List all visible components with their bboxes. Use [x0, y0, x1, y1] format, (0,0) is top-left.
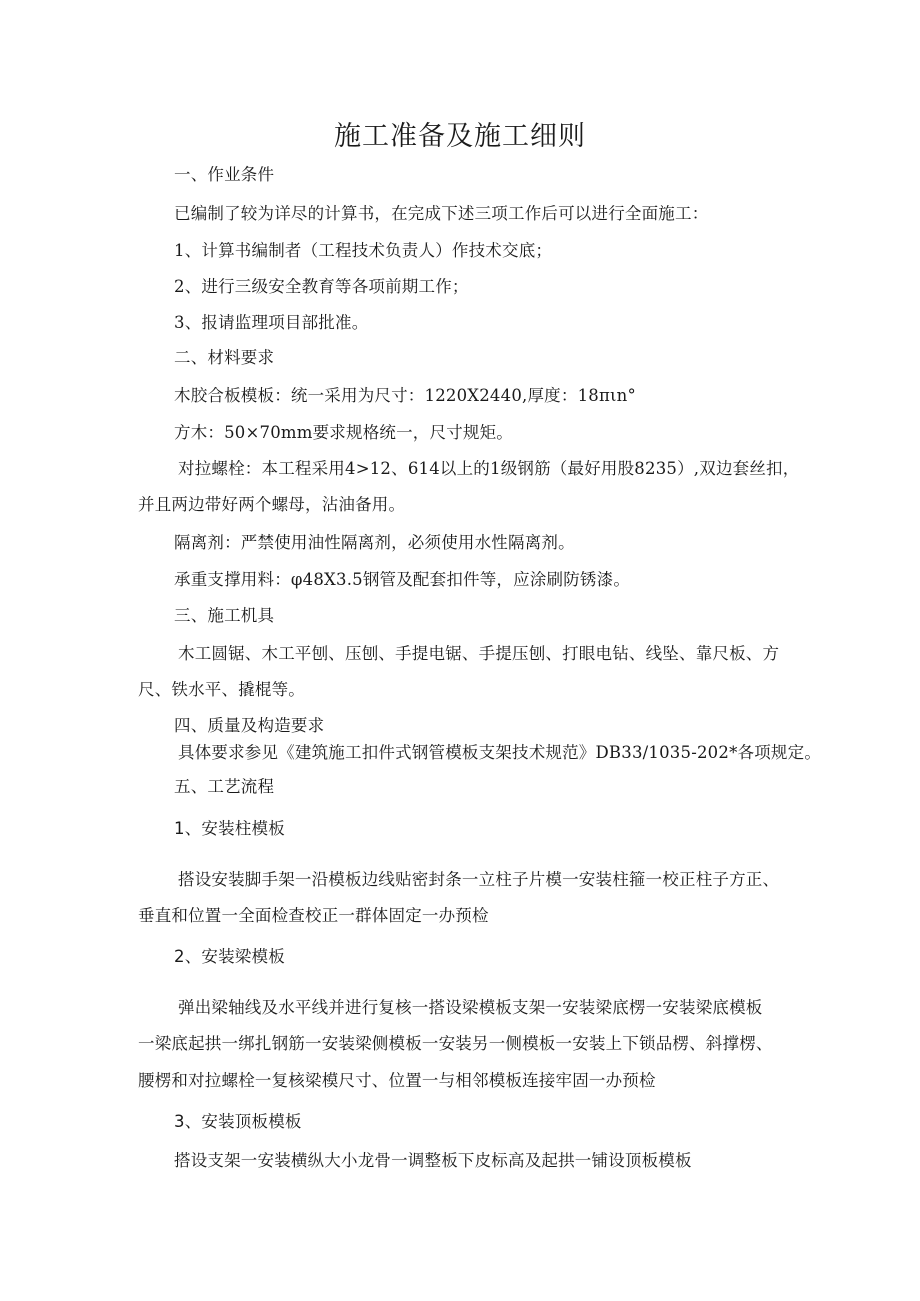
list-item-1: 1、计算书编制者（工程技术负责人）作技术交底；	[174, 241, 553, 260]
paragraph-plywood: 木胶合板模板：统一采用为尺寸：1220X2440,厚度：18πιn°	[174, 386, 636, 405]
paragraph-beam-line-1: 弹出梁轴线及水平线并进行复核一搭设梁模板支架一安装梁底楞一安装梁底模板	[178, 998, 763, 1017]
section-heading-materials: 二、材料要求	[174, 348, 275, 367]
section-heading-quality: 四、质量及构造要求	[174, 716, 325, 735]
paragraph-beam-line-3: 腰楞和对拉螺栓一复核梁模尺寸、位置一与相邻模板连接牢固一办预检	[138, 1071, 656, 1090]
subheading-beam-formwork: 2、安装梁模板	[174, 947, 285, 966]
paragraph-column-line-2: 垂直和位置一全面检查校正一群体固定一办预检	[138, 906, 489, 925]
paragraph-bolt-line-1: 对拉螺栓：本工程采用4>12、614以上的1级钢筋（最好用股8235）,双边套丝扣，	[178, 459, 800, 478]
paragraph-quality: 具体要求参见《建筑施工扣件式钢管模板支架技术规范》DB33/1035-202*各项规定。	[178, 743, 822, 762]
paragraph-bolt-line-2: 并且两边带好两个螺母，沾油备用。	[138, 495, 406, 514]
list-item-3: 3、报请监理项目部批准。	[174, 313, 369, 332]
paragraph-tools-line-1: 木工圆锯、木工平刨、压刨、手提电锯、手提压刨、打眼电钻、线坠、靠尺板、方	[178, 644, 780, 663]
paragraph-slab-line-1: 搭设支架一安装横纵大小龙骨一调整板下皮标高及起拱一铺设顶板模板	[174, 1151, 692, 1170]
paragraph-release-agent: 隔离剂：严禁使用油性隔离剂，必须使用水性隔离剂。	[174, 533, 575, 552]
subheading-column-formwork: 1、安装柱模板	[174, 819, 285, 838]
paragraph-intro: 已编制了较为详尽的计算书，在完成下述三项工作后可以进行全面施工：	[174, 204, 709, 223]
section-heading-process: 五、工艺流程	[174, 777, 275, 796]
paragraph-column-line-1: 搭设安装脚手架一沿模板边线贴密封条一立柱子片模一安装柱箍一校正柱子方正、	[178, 870, 780, 889]
paragraph-beam-line-2: 一梁底起拱一绑扎钢筋一安装梁侧模板一安装另一侧模板一安装上下锁品楞、斜撑楞、	[138, 1034, 773, 1053]
paragraph-timber: 方木：50×70mm要求规格统一，尺寸规矩。	[174, 423, 514, 442]
list-item-2: 2、进行三级安全教育等各项前期工作；	[174, 277, 469, 296]
paragraph-support-materials: 承重支撑用料：φ48X3.5钢管及配套扣件等，应涂刷防锈漆。	[174, 570, 631, 589]
document-title: 施工准备及施工细则	[334, 121, 586, 152]
paragraph-tools-line-2: 尺、铁水平、撬棍等。	[138, 680, 305, 699]
section-heading-work-conditions: 一、作业条件	[174, 165, 275, 184]
subheading-slab-formwork: 3、安装顶板模板	[174, 1112, 302, 1131]
section-heading-tools: 三、施工机具	[174, 606, 275, 625]
